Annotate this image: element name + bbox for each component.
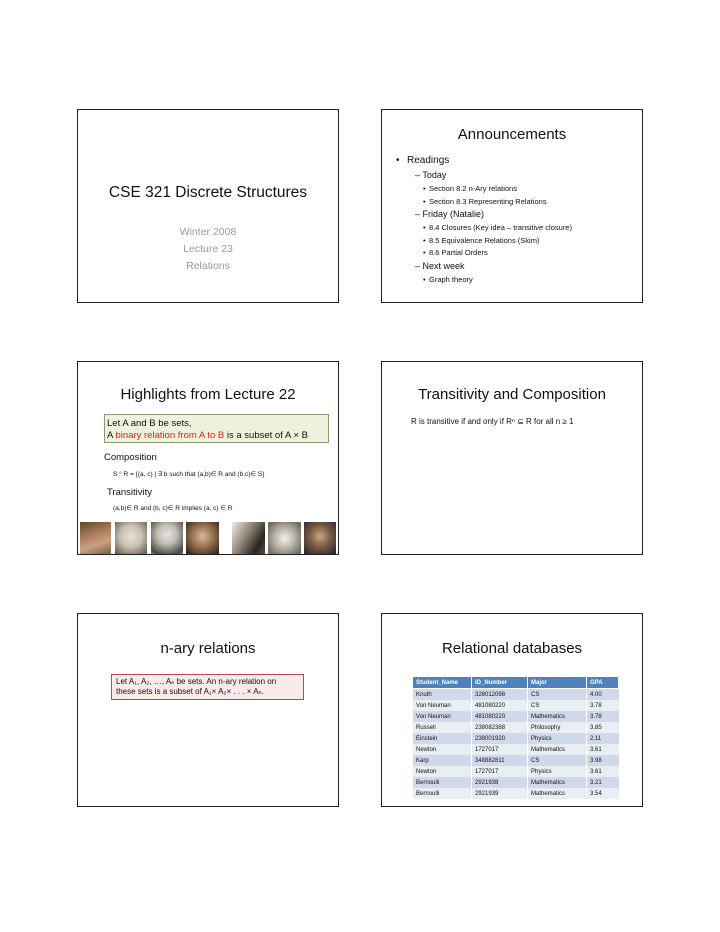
portrait-photo (186, 522, 219, 555)
list-item: • Readings (395, 156, 572, 166)
table-cell: 1727017 (472, 766, 528, 777)
table-cell: 3.61 (587, 766, 619, 777)
table-cell: Mathematics (528, 777, 587, 788)
slide-heading: Announcements (457, 126, 567, 143)
portrait-photo (151, 522, 183, 555)
subtitle-topic: Relations (186, 260, 230, 272)
table-cell: Mathematics (528, 711, 587, 722)
table-cell: Einstein (413, 733, 472, 744)
table-cell: 3.78 (587, 700, 619, 711)
table-cell: Bernoulli (413, 777, 472, 788)
column-header: Student_Name (413, 677, 472, 689)
table-cell: 3.98 (587, 755, 619, 766)
slide-nary-relations (77, 613, 339, 807)
table-cell: Mathematics (528, 788, 587, 799)
table-row (413, 733, 619, 744)
table-header-row (413, 677, 619, 689)
table-row (413, 766, 619, 777)
slide-heading: n-ary relations (160, 640, 256, 657)
highlighted-term: binary relation from A to B (115, 430, 225, 441)
slide-heading: Transitivity and Composition (418, 386, 606, 403)
table-cell: Bernoulli (413, 788, 472, 799)
list-item: – Next week (415, 260, 465, 271)
table-row (413, 777, 619, 788)
table-cell: CS (528, 689, 587, 701)
table-cell: 3.78 (587, 711, 619, 722)
table-cell: 3.21 (587, 777, 619, 788)
portrait-strip (80, 522, 339, 555)
list-item: • Graph theory (395, 276, 572, 284)
table-row (413, 755, 619, 766)
theorem-statement: R is transitive if and only if Rⁿ ⊆ R for all n ≥ 1 (411, 417, 574, 426)
table-cell: Von Neuman (413, 711, 472, 722)
table-row (413, 689, 619, 701)
definition-line: Let A₁, A₂, …, Aₙ be sets. An n-ary relation on (116, 677, 277, 686)
table-row (413, 788, 619, 799)
column-header: ID_Number (472, 677, 528, 689)
table-cell: 348882811 (472, 755, 528, 766)
announcement-list (395, 156, 572, 288)
list-item: • Section 8.3 Representing Relations (395, 198, 572, 206)
list-item: – Today (415, 170, 447, 180)
table-cell: Karp (413, 755, 472, 766)
composition-formula: S ° R = {(a, c) | ∃ b such that (a,b)∈ R and (b,c)∈ S} (113, 471, 265, 478)
table-row (413, 744, 619, 755)
table-row (413, 722, 619, 733)
table-cell: Von Neuman (413, 700, 472, 711)
list-item: • Section 8.2 n-Ary relations (395, 185, 572, 193)
slide-announcements (381, 109, 643, 303)
table-cell: Mathematics (528, 744, 587, 755)
slide-highlights (77, 361, 339, 555)
definition-line (107, 430, 326, 442)
table-cell: Knuth (413, 689, 472, 701)
table-cell: 2.11 (587, 733, 619, 744)
table-row (413, 711, 619, 722)
table-cell: 481080220 (472, 700, 528, 711)
table-cell: CS (528, 755, 587, 766)
portrait-photo (304, 522, 336, 555)
table-cell: 238082388 (472, 722, 528, 733)
slide-transitivity (381, 361, 643, 555)
slide-heading: Relational databases (441, 640, 583, 657)
slide-relational-databases (381, 613, 643, 807)
table-row (413, 700, 619, 711)
list-item: • 8.5 Equivalence Relations (Skim) (395, 237, 572, 245)
definition-text: is a subset of A × B (224, 430, 308, 441)
column-header: GPA (587, 677, 619, 689)
table-cell: 1727017 (472, 744, 528, 755)
subtitle-term: Winter 2008 (179, 226, 237, 238)
table-cell: 238001920 (472, 733, 528, 744)
table-cell: 2921938 (472, 777, 528, 788)
composition-label: Composition (104, 452, 157, 463)
portrait-photo (115, 522, 147, 555)
table-cell: 328012098 (472, 689, 528, 701)
subtitle-lecture: Lecture 23 (183, 243, 233, 255)
student-table (412, 676, 619, 799)
table-cell: Newton (413, 766, 472, 777)
definition-box (104, 414, 329, 443)
portrait-photo (268, 522, 301, 555)
list-item: • 8.6 Partial Orders (395, 249, 572, 257)
table-cell: 3.85 (587, 722, 619, 733)
table-cell: Philosophy (528, 722, 587, 733)
table-cell: 3.54 (587, 788, 619, 799)
table-cell: Physics (528, 766, 587, 777)
table-cell: CS (528, 700, 587, 711)
list-item: • 8.4 Closures (Key idea – transitive closure) (395, 224, 572, 232)
course-title: CSE 321 Discrete Structures (108, 184, 308, 201)
definition-text: A (107, 430, 116, 441)
table-cell: 3.61 (587, 744, 619, 755)
definition-line: Let A and B be sets, (107, 418, 192, 429)
definition-box (111, 674, 304, 700)
definition-line: these sets is a subset of A₁× A₂× . . . × Aₙ. (116, 687, 264, 696)
transitivity-label: Transitivity (107, 487, 153, 498)
transitivity-formula: (a,b)∈ R and (b, c)∈ R implies (a, c) ∈ R (113, 505, 233, 512)
table-cell: 4.00 (587, 689, 619, 701)
table-cell: Russell (413, 722, 472, 733)
slide-heading: Highlights from Lecture 22 (120, 386, 296, 403)
slide-title (77, 109, 339, 303)
table-cell: 2921939 (472, 788, 528, 799)
list-item: – Friday (Natalie) (415, 209, 485, 219)
table-cell: Physics (528, 733, 587, 744)
table-cell: 481080220 (472, 711, 528, 722)
portrait-photo (232, 522, 265, 555)
table-cell: Newton (413, 744, 472, 755)
column-header: Major (528, 677, 587, 689)
portrait-photo (80, 522, 111, 555)
